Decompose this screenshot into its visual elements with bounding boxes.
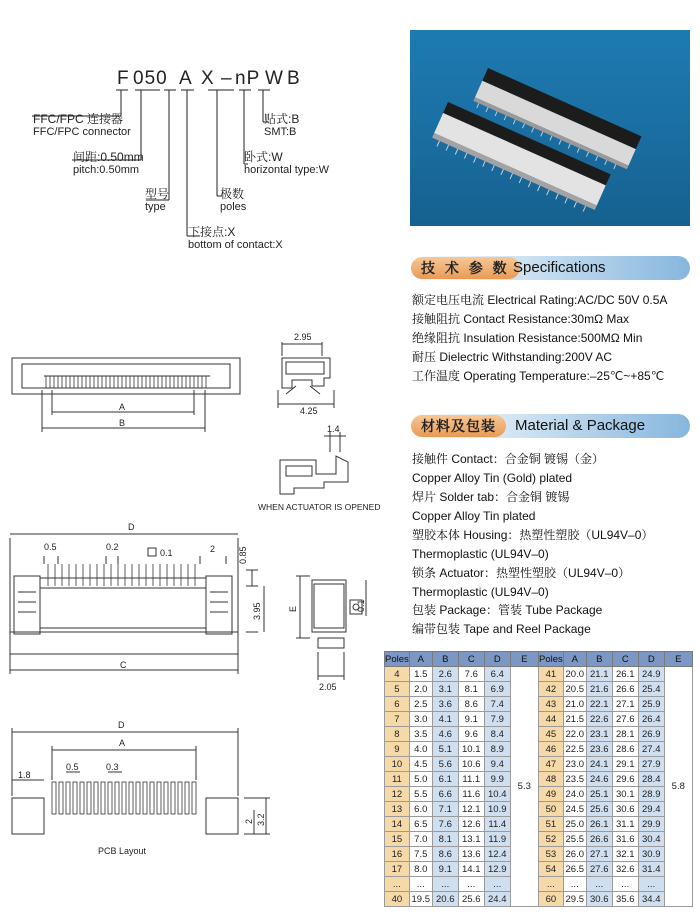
material-line: Thermoplastic (UL94V–0) xyxy=(412,547,549,561)
material-line: 接触件 Contact：合金铜 镀锡（金） xyxy=(412,452,605,466)
dim-label-2-front: 2 xyxy=(210,544,216,554)
dimension-cell: 29.9 xyxy=(638,817,664,832)
dimension-cell: 7.9 xyxy=(484,712,510,727)
dimension-cell: 9.4 xyxy=(484,757,510,772)
dim-label-295: 2.95 xyxy=(294,332,312,342)
dim-label-14: 1.4 xyxy=(327,424,340,434)
dimension-cell: 28.9 xyxy=(638,787,664,802)
dimension-cell: 27.4 xyxy=(638,742,664,757)
dimension-cell: 6.5 xyxy=(409,817,432,832)
dimension-cell: 20.0 xyxy=(563,667,586,682)
poles-cell: 14 xyxy=(385,817,410,832)
dimension-cell: 28.4 xyxy=(638,772,664,787)
dimension-cell: 31.1 xyxy=(612,817,638,832)
pn-segment: X xyxy=(201,68,215,89)
dim-label-a-pcb: A xyxy=(119,738,126,748)
dimension-cell: 6.1 xyxy=(432,772,458,787)
pn-segment: B xyxy=(287,68,301,89)
poles-label-en: poles xyxy=(220,201,247,213)
dimension-cell: 5.6 xyxy=(432,757,458,772)
dim-label-395: 3.95 xyxy=(252,602,262,620)
dimension-cell: 11.1 xyxy=(458,772,484,787)
dimension-cell: 11.4 xyxy=(484,817,510,832)
dimension-cell: 9.6 xyxy=(458,727,484,742)
poles-cell: 44 xyxy=(539,712,564,727)
dimension-cell: ... xyxy=(638,877,664,892)
dimension-cell: 22.6 xyxy=(586,712,612,727)
dimension-cell: 5.1 xyxy=(432,742,458,757)
connector-label-cn: FFC/FPC 连接器 xyxy=(33,112,123,126)
poles-cell: 54 xyxy=(539,862,564,877)
pn-segment: nP xyxy=(235,68,261,89)
material-line: 锁条 Actuator：热塑性塑胶（UL94V–0） xyxy=(412,566,631,580)
dimension-cell: 8.4 xyxy=(484,727,510,742)
dimension-cell: ... xyxy=(458,877,484,892)
dimension-cell: 1.5 xyxy=(409,667,432,682)
dimension-cell: 19.5 xyxy=(409,892,432,907)
dim-label-e: E xyxy=(288,605,298,612)
dim-label-085: 0.85 xyxy=(238,546,248,564)
poles-cell: 40 xyxy=(385,892,410,907)
dimension-cell: 11.6 xyxy=(458,787,484,802)
poles-cell: 53 xyxy=(539,847,564,862)
dimension-cell: 25.4 xyxy=(638,682,664,697)
dim-label-c: C xyxy=(120,660,127,670)
dimension-cell: 21.6 xyxy=(586,682,612,697)
material-line: Thermoplastic (UL94V–0) xyxy=(412,585,549,599)
dimension-cell: ... xyxy=(432,877,458,892)
dimension-cell: 29.5 xyxy=(563,892,586,907)
poles-cell: 16 xyxy=(385,847,410,862)
connector-label-en: FFC/FPC connector xyxy=(33,126,131,138)
material-line: Copper Alloy Tin plated xyxy=(412,509,536,523)
dimension-cell: 26.1 xyxy=(612,667,638,682)
dimension-cell: 32.6 xyxy=(612,862,638,877)
dimension-cell: 2.5 xyxy=(409,697,432,712)
spec-line: 绝缘阻抗 Insulation Resistance:500MΩ Min xyxy=(412,331,643,345)
dimension-cell: 26.1 xyxy=(586,817,612,832)
pitch-label xyxy=(73,151,144,177)
dimension-cell: 7.6 xyxy=(458,667,484,682)
poles-cell: 10 xyxy=(385,757,410,772)
specifications-title-cn: 技 术 参 数 xyxy=(411,257,520,279)
poles-cell: 13 xyxy=(385,802,410,817)
type-label-en: type xyxy=(145,201,166,213)
dimension-cell: 26.9 xyxy=(638,727,664,742)
poles-cell: 47 xyxy=(539,757,564,772)
dimension-cell: 31.6 xyxy=(612,832,638,847)
dimension-cell: 2.0 xyxy=(409,682,432,697)
dimension-cell: 9.9 xyxy=(484,772,510,787)
bottom-contact-label xyxy=(188,226,283,252)
pn-segment: A xyxy=(179,68,193,89)
spec-line: 额定电压电流 Electrical Rating:AC/DC 50V 0.5A xyxy=(412,293,668,307)
table-row xyxy=(385,667,539,682)
dimension-cell: 12.9 xyxy=(484,862,510,877)
dim-label-205: 2.05 xyxy=(319,682,337,692)
connector-label xyxy=(33,113,131,139)
dimension-cell: 21.0 xyxy=(563,697,586,712)
dimension-cell: 4.5 xyxy=(409,757,432,772)
dim-label-01-side: 0.1 xyxy=(356,599,366,612)
dimension-cell: 20.6 xyxy=(432,892,458,907)
dimension-cell: 27.6 xyxy=(586,862,612,877)
dimension-cell: 6.4 xyxy=(484,667,510,682)
dim-label-05-front: 0.5 xyxy=(44,542,57,552)
poles-cell: 46 xyxy=(539,742,564,757)
poles-cell: 52 xyxy=(539,832,564,847)
dimension-cell: 9.1 xyxy=(432,862,458,877)
dimension-cell: 24.9 xyxy=(638,667,664,682)
product-photo xyxy=(410,30,690,226)
poles-cell: ... xyxy=(539,877,564,892)
dim-label-2-pcb: 2 xyxy=(244,818,254,824)
dimension-cell: 27.1 xyxy=(612,697,638,712)
dimension-cell: 22.5 xyxy=(563,742,586,757)
bottom-contact-label-cn: 下接点:X xyxy=(188,225,236,239)
type-label xyxy=(145,188,169,214)
dimension-cell: 26.0 xyxy=(563,847,586,862)
poles-cell: 51 xyxy=(539,817,564,832)
dimension-cell: 4.6 xyxy=(432,727,458,742)
dimension-cell: 6.0 xyxy=(409,802,432,817)
dimension-cell: 10.1 xyxy=(458,742,484,757)
dim-label-05-pcb: 0.5 xyxy=(66,762,79,772)
table-header-cell: A xyxy=(563,652,586,667)
poles-cell: 8 xyxy=(385,727,410,742)
dimension-cell: 9.1 xyxy=(458,712,484,727)
dim-label-03: 0.3 xyxy=(106,762,119,772)
dimension-cell: 23.1 xyxy=(586,727,612,742)
dimension-cell: 23.5 xyxy=(563,772,586,787)
e-value-cell: 5.3 xyxy=(510,667,538,907)
dimension-cell: 24.0 xyxy=(563,787,586,802)
poles-cell: 15 xyxy=(385,832,410,847)
smt-label-en: SMT:B xyxy=(264,126,297,138)
dimension-cell: 14.1 xyxy=(458,862,484,877)
bottom-contact-label-en: bottom of contact:X xyxy=(188,239,283,251)
material-header xyxy=(407,414,692,438)
poles-cell: 9 xyxy=(385,742,410,757)
table-header-cell: C xyxy=(458,652,484,667)
poles-cell: 11 xyxy=(385,772,410,787)
dimension-cell: ... xyxy=(612,877,638,892)
dimension-cell: 30.9 xyxy=(638,847,664,862)
material-line: 焊片 Solder tab：合金铜 镀锡 xyxy=(412,490,570,504)
smt-label xyxy=(264,113,299,139)
e-value-cell: 5.8 xyxy=(664,667,692,907)
dimension-cell: 32.1 xyxy=(612,847,638,862)
table-header-cell: A xyxy=(409,652,432,667)
dimension-cell: ... xyxy=(484,877,510,892)
dimension-cell: 6.6 xyxy=(432,787,458,802)
dimension-table-right xyxy=(538,651,693,907)
dimension-cell: 8.1 xyxy=(432,832,458,847)
horizontal-type-label xyxy=(244,151,329,177)
dimension-cell: 23.0 xyxy=(563,757,586,772)
dimension-cell: 22.0 xyxy=(563,727,586,742)
dimension-cell: 25.6 xyxy=(458,892,484,907)
dimension-cell: 30.1 xyxy=(612,787,638,802)
table-header-cell: Poles xyxy=(385,653,409,665)
dimension-cell: 29.1 xyxy=(612,757,638,772)
material-line: 编带包装 Tape and Reel Package xyxy=(412,622,591,636)
dimension-cell: 25.5 xyxy=(563,832,586,847)
dimension-cell: 20.5 xyxy=(563,682,586,697)
material-line: 塑胶本体 Housing：热塑性塑胶（UL94V–0） xyxy=(412,528,654,542)
poles-cell: 60 xyxy=(539,892,564,907)
technical-drawings xyxy=(0,320,400,921)
dimension-cell: 5.0 xyxy=(409,772,432,787)
dimension-cell: 26.4 xyxy=(638,712,664,727)
dimension-cell: 5.5 xyxy=(409,787,432,802)
dimension-cell: 27.1 xyxy=(586,847,612,862)
dimension-cell: 23.6 xyxy=(586,742,612,757)
dimension-cell: ... xyxy=(409,877,432,892)
poles-cell: 42 xyxy=(539,682,564,697)
dimension-cell: 30.6 xyxy=(586,892,612,907)
poles-cell: 48 xyxy=(539,772,564,787)
dim-label-02: 0.2 xyxy=(106,542,119,552)
dimension-cell: 8.6 xyxy=(432,847,458,862)
dimension-cell: 3.6 xyxy=(432,697,458,712)
dim-label-425: 4.25 xyxy=(300,406,318,416)
dimension-cell: 2.6 xyxy=(432,667,458,682)
dimension-cell: 31.4 xyxy=(638,862,664,877)
dim-label-a: A xyxy=(119,402,126,412)
dimension-cell: 4.1 xyxy=(432,712,458,727)
dimension-cell: 25.9 xyxy=(638,697,664,712)
dimension-cell: 35.6 xyxy=(612,892,638,907)
dim-label-32: 3.2 xyxy=(256,813,266,826)
poles-label xyxy=(220,188,246,214)
table-header-cell: D xyxy=(484,652,510,667)
horizontal-type-label-en: horizontal type:W xyxy=(244,164,329,176)
dimension-cell: 27.6 xyxy=(612,712,638,727)
actuator-note: WHEN ACTUATOR IS OPENED xyxy=(258,502,381,512)
dimension-cell: 24.1 xyxy=(586,757,612,772)
dimension-cell: 4.0 xyxy=(409,742,432,757)
dimension-cell: 8.9 xyxy=(484,742,510,757)
connector-photo-illustration xyxy=(410,30,690,226)
material-line: 包装 Package：管装 Tube Package xyxy=(412,603,603,617)
dim-label-18: 1.8 xyxy=(18,770,31,780)
dimension-cell: 7.1 xyxy=(432,802,458,817)
dimension-cell: 8.6 xyxy=(458,697,484,712)
dimension-cell: 25.1 xyxy=(586,787,612,802)
dimension-cell: 3.0 xyxy=(409,712,432,727)
dimension-cell: 12.4 xyxy=(484,847,510,862)
dimension-cell: 25.0 xyxy=(563,817,586,832)
dimension-cell: 26.5 xyxy=(563,862,586,877)
dimension-cell: 30.4 xyxy=(638,832,664,847)
table-header-cell: E xyxy=(664,652,692,667)
pitch-label-cn: 间距:0.50mm xyxy=(73,150,144,164)
dimension-cell: 21.1 xyxy=(586,667,612,682)
dim-label-01-front: 0.1 xyxy=(160,548,173,558)
spec-line: 接触阻抗 Contact Resistance:30mΩ Max xyxy=(412,312,630,326)
dimension-cell: 8.1 xyxy=(458,682,484,697)
dimension-cell: 29.4 xyxy=(638,802,664,817)
dim-label-d-pcb: D xyxy=(118,720,125,730)
dimension-cell: 8.0 xyxy=(409,862,432,877)
dimension-cell: 10.4 xyxy=(484,787,510,802)
table-header-cell: E xyxy=(510,652,538,667)
material-title-cn: 材料及包装 xyxy=(411,415,506,437)
poles-cell: 12 xyxy=(385,787,410,802)
dim-label-d-front: D xyxy=(128,522,135,532)
table-header-cell: Poles xyxy=(539,653,563,665)
table-header-cell: B xyxy=(586,652,612,667)
poles-cell: 43 xyxy=(539,697,564,712)
table-header-row xyxy=(385,652,539,667)
dimension-cell: 6.9 xyxy=(484,682,510,697)
dimension-cell: 22.1 xyxy=(586,697,612,712)
table-header-row xyxy=(539,652,693,667)
poles-cell: 41 xyxy=(539,667,564,682)
material-title-en: Material & Package xyxy=(515,417,646,434)
pn-segment: 050 xyxy=(133,68,168,89)
table-header-cell: D xyxy=(638,652,664,667)
dimension-cell: 28.6 xyxy=(612,742,638,757)
dimension-cell: 3.1 xyxy=(432,682,458,697)
horizontal-type-label-cn: 卧式:W xyxy=(244,150,283,164)
pitch-label-en: pitch:0.50mm xyxy=(73,164,140,176)
pn-segment: W xyxy=(265,68,284,89)
dimension-cell: ... xyxy=(586,877,612,892)
dimension-cell: 25.6 xyxy=(586,802,612,817)
pn-segment: F xyxy=(117,68,130,89)
dimension-cell: 30.6 xyxy=(612,802,638,817)
dimension-table-left xyxy=(384,651,539,907)
specifications-title-en: Specifications xyxy=(513,259,606,276)
dimension-cell: 24.4 xyxy=(484,892,510,907)
table-header-cell: B xyxy=(432,652,458,667)
poles-cell: 49 xyxy=(539,787,564,802)
dimension-cell: 7.4 xyxy=(484,697,510,712)
dimension-cell: ... xyxy=(563,877,586,892)
smt-label-cn: 贴式:B xyxy=(264,112,300,126)
poles-label-cn: 极数 xyxy=(220,187,245,201)
dimension-cell: 29.6 xyxy=(612,772,638,787)
dimension-cell: 7.5 xyxy=(409,847,432,862)
pcb-layout-label: PCB Layout xyxy=(98,846,147,856)
dimension-cell: 24.6 xyxy=(586,772,612,787)
poles-cell: 45 xyxy=(539,727,564,742)
poles-cell: ... xyxy=(385,877,410,892)
dimension-cell: 26.6 xyxy=(612,682,638,697)
dimension-cell: 21.5 xyxy=(563,712,586,727)
dimension-cell: 10.9 xyxy=(484,802,510,817)
dimension-cell: 13.6 xyxy=(458,847,484,862)
dimension-cell: 7.6 xyxy=(432,817,458,832)
dimension-cell: 11.9 xyxy=(484,832,510,847)
dimension-cell: 13.1 xyxy=(458,832,484,847)
poles-cell: 50 xyxy=(539,802,564,817)
dimension-cell: 3.5 xyxy=(409,727,432,742)
poles-cell: 6 xyxy=(385,697,410,712)
dimension-cell: 24.5 xyxy=(563,802,586,817)
material-line: Copper Alloy Tin (Gold) plated xyxy=(412,471,573,485)
pn-segment: – xyxy=(221,68,233,89)
poles-cell: 4 xyxy=(385,667,410,682)
dimension-cell: 26.6 xyxy=(586,832,612,847)
dimension-cell: 12.1 xyxy=(458,802,484,817)
poles-cell: 7 xyxy=(385,712,410,727)
table-header-cell: C xyxy=(612,652,638,667)
poles-cell: 5 xyxy=(385,682,410,697)
spec-line: 耐压 Dielectric Withstanding:200V AC xyxy=(412,350,613,364)
dimension-cell: 7.0 xyxy=(409,832,432,847)
specifications-header xyxy=(407,256,692,280)
dim-label-b: B xyxy=(119,418,126,428)
dimension-cell: 27.9 xyxy=(638,757,664,772)
dimension-cell: 12.6 xyxy=(458,817,484,832)
poles-cell: 17 xyxy=(385,862,410,877)
spec-line: 工作温度 Operating Temperature:–25℃~+85℃ xyxy=(412,369,665,383)
table-row xyxy=(539,667,693,682)
dimension-cell: 10.6 xyxy=(458,757,484,772)
dimension-cell: 34.4 xyxy=(638,892,664,907)
dimension-cell: 28.1 xyxy=(612,727,638,742)
type-label-cn: 型号 xyxy=(145,187,170,201)
